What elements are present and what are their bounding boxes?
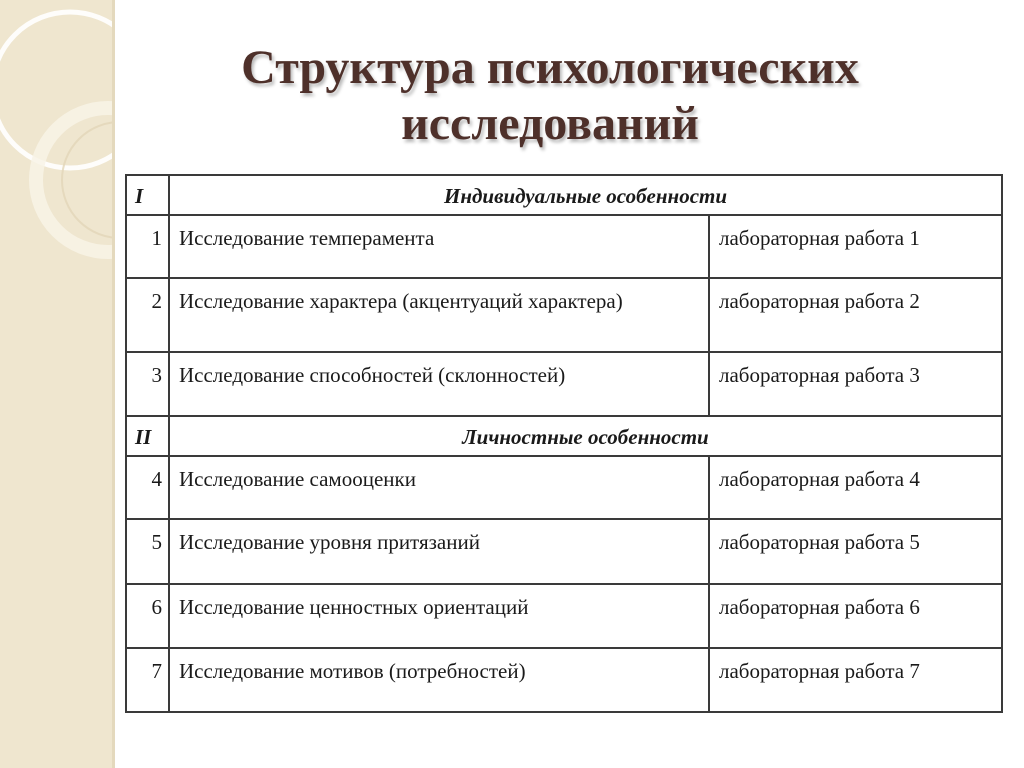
research-name: Исследование темперамента xyxy=(169,215,709,278)
lab-work: лабораторная работа 7 xyxy=(709,648,1002,712)
research-structure-table xyxy=(125,174,1003,713)
table-row xyxy=(126,215,1002,278)
decorative-rings-graphic xyxy=(0,0,112,768)
table-row xyxy=(126,648,1002,712)
section-roman-numeral: I xyxy=(126,175,169,215)
research-name: Исследование мотивов (потребностей) xyxy=(169,648,709,712)
row-number: 5 xyxy=(126,519,169,584)
decorative-side-panel xyxy=(0,0,112,768)
slide-title-line-1: Структура психологических xyxy=(241,41,859,94)
table-row xyxy=(126,519,1002,584)
lab-work: лабораторная работа 4 xyxy=(709,456,1002,519)
row-number: 1 xyxy=(126,215,169,278)
slide-title xyxy=(150,40,950,152)
lab-work: лабораторная работа 6 xyxy=(709,584,1002,648)
row-number: 6 xyxy=(126,584,169,648)
section-title: Индивидуальные особенности xyxy=(169,175,1002,215)
table-row xyxy=(126,584,1002,648)
side-panel-edge xyxy=(112,0,115,768)
research-name: Исследование ценностных ориентаций xyxy=(169,584,709,648)
section-title: Личностные особенности xyxy=(169,416,1002,456)
research-name: Исследование самооценки xyxy=(169,456,709,519)
section-header-row xyxy=(126,175,1002,215)
row-number: 2 xyxy=(126,278,169,352)
section-roman-numeral: II xyxy=(126,416,169,456)
lab-work: лабораторная работа 5 xyxy=(709,519,1002,584)
table-row xyxy=(126,278,1002,352)
section-header-row xyxy=(126,416,1002,456)
lab-work: лабораторная работа 3 xyxy=(709,352,1002,416)
table-row xyxy=(126,456,1002,519)
row-number: 4 xyxy=(126,456,169,519)
row-number: 3 xyxy=(126,352,169,416)
research-name: Исследование уровня притязаний xyxy=(169,519,709,584)
research-name: Исследование характера (акцентуаций характера) xyxy=(169,278,709,352)
research-name: Исследование способностей (склонностей) xyxy=(169,352,709,416)
slide-title-line-2: исследований xyxy=(401,97,699,150)
lab-work: лабораторная работа 2 xyxy=(709,278,1002,352)
table-row xyxy=(126,352,1002,416)
lab-work: лабораторная работа 1 xyxy=(709,215,1002,278)
row-number: 7 xyxy=(126,648,169,712)
